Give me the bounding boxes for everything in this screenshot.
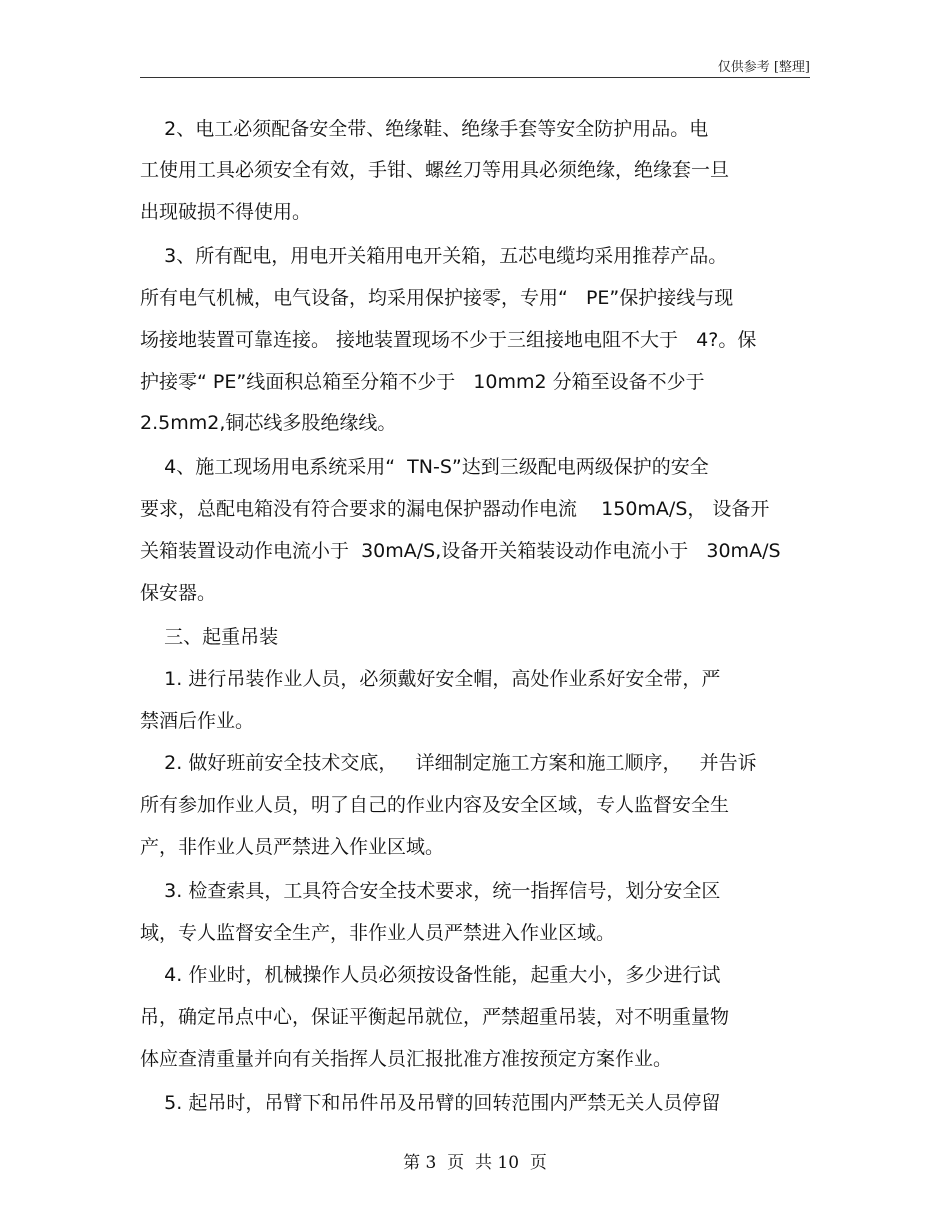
page-footer: 第 3 页 共 10 页 <box>403 1153 547 1173</box>
body-text-line: 1. 进行吊装作业人员，必须戴好安全帽，高处作业系好安全带，严 <box>140 668 721 690</box>
body-text-line: 工使用工具必须安全有效，手钳、螺丝刀等用具必须绝缘，绝缘套一旦 <box>140 159 730 181</box>
body-text-line: 5. 起吊时，吊臂下和吊件吊及吊臂的回转范围内严禁无关人员停留 <box>140 1092 721 1114</box>
body-text-line: 2.5mm2,铜芯线多股绝缘线。 <box>140 412 397 434</box>
body-text-line: 2、电工必须配备安全带、绝缘鞋、绝缘手套等安全防护用品。电 <box>140 118 709 140</box>
body-text-line: 2. 做好班前安全技术交底， 详细制定施工方案和施工顺序， 并告诉 <box>140 752 757 774</box>
header-divider <box>140 77 810 78</box>
body-text-line: 保安器。 <box>140 582 217 604</box>
body-text-line: 所有参加作业人员，明了自己的作业内容及安全区域，专人监督安全生 <box>140 794 730 816</box>
body-text-line: 3、所有配电，用电开关箱用电开关箱，五芯电缆均采用推荐产品。 <box>140 245 728 267</box>
body-text-line: 域，专人监督安全生产，非作业人员严禁进入作业区域。 <box>140 922 616 944</box>
body-text-line: 产，非作业人员严禁进入作业区域。 <box>140 836 445 858</box>
body-text-line: 体应查清重量并向有关指挥人员汇报批准方准按预定方案作业。 <box>140 1048 673 1070</box>
body-text-line: 禁酒后作业。 <box>140 710 255 732</box>
body-text-line: 3. 检查索具，工具符合安全技术要求，统一指挥信号，划分安全区 <box>140 880 721 902</box>
body-text-line: 三、起重吊装 <box>140 626 279 648</box>
body-text-line: 吊，确定吊点中心，保证平衡起吊就位，严禁超重吊装，对不明重量物 <box>140 1006 730 1028</box>
header-note: 仅供参考 [整理] <box>717 60 810 75</box>
body-text-line: 所有电气机械，电气设备，均采用保护接零，专用“ PE”保护接线与现 <box>140 287 734 309</box>
body-text-line: 要求，总配电箱没有符合要求的漏电保护器动作电流 150mA/S， 设备开 <box>140 498 770 520</box>
body-text-line: 4、施工现场用电系统采用“ TN-S”达到三级配电两级保护的安全 <box>140 456 709 478</box>
body-text-line: 4. 作业时，机械操作人员必须按设备性能，起重大小，多少进行试 <box>140 964 721 986</box>
body-text-line: 护接零“ PE”线面积总箱至分箱不少于 10mm2 分箱至设备不少于 <box>140 371 705 393</box>
body-text-line: 出现破损不得使用。 <box>140 201 312 223</box>
body-text-line: 场接地装置可靠连接。 接地装置现场不少于三组接地电阻不大于 4?。保 <box>140 329 757 351</box>
body-text-line: 关箱装置设动作电流小于 30mA/S,设备开关箱装设动作电流小于 30mA/S <box>140 540 781 562</box>
